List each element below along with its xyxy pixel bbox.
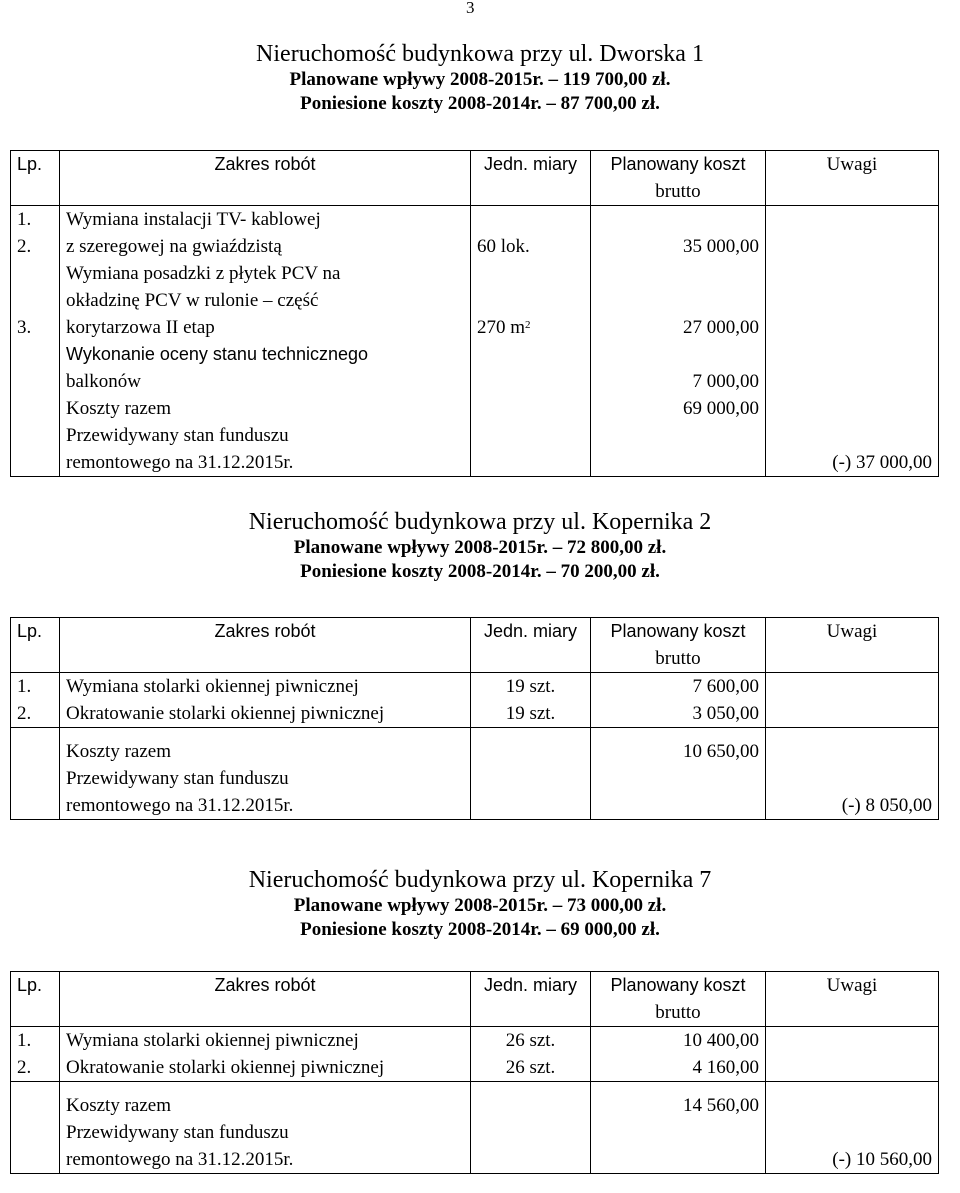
fund-label-line2: remontowego na 31.12.2015r. [66, 452, 294, 473]
zakres-column [60, 1082, 471, 1174]
header-uwagi: Uwagi [766, 618, 939, 673]
cost-column [591, 1027, 766, 1082]
header-jedn: Jedn. miary [471, 972, 591, 1027]
item-unit: 26 szt. [505, 1057, 556, 1078]
item-lp: 2. [17, 1057, 32, 1078]
total-label: Koszty razem [66, 1095, 171, 1116]
zakres-column [60, 206, 471, 477]
item-lp: 2. [17, 703, 32, 724]
section-title: Nieruchomość budynkowa przy ul. Kopernika 7 [248, 867, 712, 893]
header-zakres: Zakres robót [60, 151, 471, 206]
item-description-line: Okratowanie stolarki okiennej piwnicznej [66, 1057, 385, 1078]
item-lp: 3. [17, 317, 32, 338]
planned-income: Planowane wpływy 2008-2015r. – 119 700,00 zł. [289, 69, 671, 90]
item-cost: 4 160,00 [692, 1057, 759, 1078]
unit-column [471, 728, 591, 820]
unit-column [471, 1027, 591, 1082]
header-zakres: Zakres robót [60, 972, 471, 1027]
cost-column [591, 673, 766, 728]
lp-column [11, 206, 60, 477]
unit-column [471, 206, 591, 477]
section-title: Nieruchomość budynkowa przy ul. Kopernika 2 [248, 509, 712, 535]
fund-value: (-) 10 560,00 [832, 1149, 932, 1170]
item-cost: 3 050,00 [692, 703, 759, 724]
item-description-line: Wymiana instalacji TV- kablowej [66, 209, 321, 230]
works-table-dworska-1 [10, 150, 939, 477]
item-cost: 7 000,00 [692, 371, 759, 392]
remarks-column [766, 1027, 939, 1082]
fund-label-line2: remontowego na 31.12.2015r. [66, 795, 294, 816]
works-table-kopernika-2 [10, 617, 939, 820]
item-cost: 35 000,00 [683, 236, 759, 257]
cost-column [591, 1082, 766, 1174]
item-description-line: Wymiana stolarki okiennej piwnicznej [66, 676, 359, 697]
item-cost: 10 400,00 [683, 1030, 759, 1051]
header-plan-line2: brutto [655, 648, 701, 669]
fund-label-line1: Przewidywany stan funduszu [66, 768, 289, 789]
table-summary-row [11, 1082, 939, 1174]
cost-column [591, 728, 766, 820]
header-jedn: Jedn. miary [471, 151, 591, 206]
header-uwagi: Uwagi [766, 972, 939, 1027]
total-value: 69 000,00 [683, 398, 759, 419]
header-plan [591, 151, 766, 206]
fund-label-line2: remontowego na 31.12.2015r. [66, 1149, 294, 1170]
remarks-column [766, 206, 939, 477]
unit-column [471, 673, 591, 728]
header-plan [591, 618, 766, 673]
incurred-costs: Poniesione koszty 2008-2014r. – 69 000,00 zł. [300, 919, 660, 940]
total-label: Koszty razem [66, 398, 171, 419]
remarks-column [766, 728, 939, 820]
section-kopernika-2-heading [0, 508, 960, 584]
incurred-costs: Poniesione koszty 2008-2014r. – 70 200,00 zł. [300, 561, 660, 582]
planned-income: Planowane wpływy 2008-2015r. – 72 800,00 zł. [293, 537, 667, 558]
header-plan-line1: Planowany koszt [610, 621, 746, 641]
remarks-column [766, 673, 939, 728]
lp-column [11, 1082, 60, 1174]
item-lp: 2. [17, 236, 32, 257]
item-unit: 60 lok. [477, 236, 530, 257]
header-plan-line1: Planowany koszt [610, 975, 746, 995]
fund-label-line1: Przewidywany stan funduszu [66, 425, 289, 446]
item-description-line: korytarzowa II etap [66, 317, 215, 338]
table-summary-row [11, 728, 939, 820]
item-cost: 7 600,00 [692, 676, 759, 697]
table-body-row [11, 1027, 939, 1082]
section-dworska-1-heading [0, 40, 960, 116]
header-plan-line2: brutto [655, 1002, 701, 1023]
section-title: Nieruchomość budynkowa przy ul. Dworska 1 [256, 41, 704, 67]
item-description-line: z szeregowej na gwiaździstą [66, 236, 282, 257]
lp-column [11, 728, 60, 820]
item-lp: 1. [17, 209, 32, 230]
header-zakres: Zakres robót [60, 618, 471, 673]
cost-column [591, 206, 766, 477]
zakres-column [60, 1027, 471, 1082]
item-unit: 19 szt. [505, 676, 556, 697]
fund-value: (-) 37 000,00 [832, 452, 932, 473]
header-lp: Lp. [11, 972, 60, 1027]
item-unit: 270 $m^2$ [477, 317, 531, 338]
item-unit: 26 szt. [505, 1030, 556, 1051]
table-body-row [11, 206, 939, 477]
table-header-row [11, 618, 939, 673]
zakres-column [60, 673, 471, 728]
table-body-row [11, 673, 939, 728]
item-description-line: Wymiana posadzki z płytek PCV na [66, 263, 341, 284]
zakres-column [60, 728, 471, 820]
header-plan [591, 972, 766, 1027]
item-cost: 27 000,00 [683, 317, 759, 338]
header-uwagi: Uwagi [766, 151, 939, 206]
planned-income: Planowane wpływy 2008-2015r. – 73 000,00 zł. [293, 895, 667, 916]
item-description-line: Wymiana stolarki okiennej piwnicznej [66, 1030, 359, 1051]
total-value: 10 650,00 [683, 741, 759, 762]
remarks-column [766, 1082, 939, 1174]
item-lp: 1. [17, 1030, 32, 1051]
page-number: 3 [466, 0, 475, 17]
header-plan-line1: Planowany koszt [610, 154, 746, 174]
item-description-line: balkonów [66, 371, 141, 392]
item-description-line: okładzinę PCV w rulonie – część [66, 290, 319, 311]
total-value: 14 560,00 [683, 1095, 759, 1116]
unit-column [471, 1082, 591, 1174]
item-unit: 19 szt. [505, 703, 556, 724]
header-plan-line2: brutto [655, 181, 701, 202]
header-jedn: Jedn. miary [471, 618, 591, 673]
item-description-line: Okratowanie stolarki okiennej piwnicznej [66, 703, 385, 724]
table-header-row [11, 972, 939, 1027]
header-lp: Lp. [11, 151, 60, 206]
works-table-kopernika-7 [10, 971, 939, 1174]
section-kopernika-7-heading [0, 866, 960, 942]
header-lp: Lp. [11, 618, 60, 673]
item-lp: 1. [17, 676, 32, 697]
incurred-costs: Poniesione koszty 2008-2014r. – 87 700,00 zł. [300, 93, 660, 114]
table-header-row [11, 151, 939, 206]
fund-value: (-) 8 050,00 [841, 795, 932, 816]
lp-column [11, 1027, 60, 1082]
total-label: Koszty razem [66, 741, 171, 762]
item-description-line: Wykonanie oceny stanu technicznego [66, 344, 369, 364]
lp-column [11, 673, 60, 728]
fund-label-line1: Przewidywany stan funduszu [66, 1122, 289, 1143]
